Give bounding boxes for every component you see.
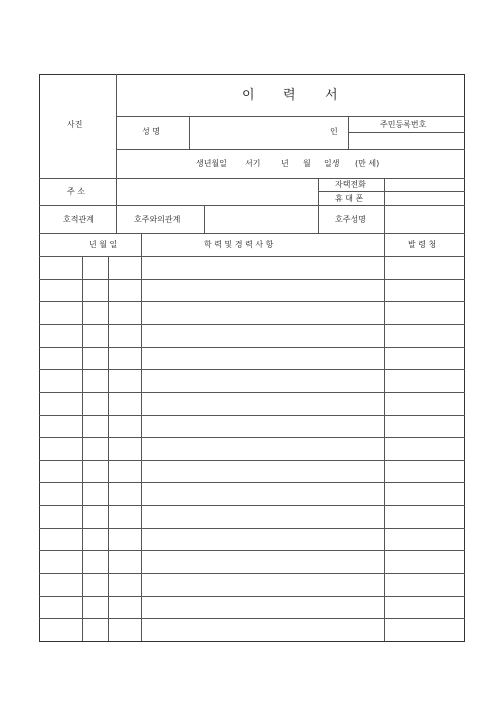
table-row (39, 573, 465, 574)
divider (318, 191, 465, 192)
seal-mark: 인 (330, 127, 338, 136)
divider (82, 256, 83, 641)
divider (348, 116, 349, 149)
divider (116, 74, 117, 233)
table-row (39, 369, 465, 370)
divider (384, 178, 385, 205)
history-content-header: 학 력 및 경 력 사 항 (204, 240, 274, 249)
divider (39, 256, 465, 257)
divider (39, 178, 465, 179)
divider (108, 256, 109, 641)
history-date-header: 년 월 일 (89, 240, 118, 249)
divider (39, 205, 465, 206)
table-row (39, 550, 465, 551)
divider (204, 205, 205, 233)
table-row (39, 347, 465, 348)
address-label: 주 소 (67, 187, 85, 196)
divider (116, 149, 465, 150)
birth-calendar: 서기 (245, 159, 261, 168)
table-row (39, 528, 465, 529)
table-row (39, 279, 465, 280)
head-relation-label: 호주와의관계 (134, 215, 181, 224)
birth-label: 생년월일 (196, 159, 227, 168)
table-row (39, 505, 465, 506)
divider (318, 178, 319, 233)
birth-month: 월 (303, 159, 311, 168)
birth-age: (만 세) (355, 159, 380, 168)
table-row (39, 460, 465, 461)
home-phone-label: 자택전화 (335, 180, 366, 189)
resident-no-label: 주민등록번호 (380, 120, 427, 129)
table-row (39, 324, 465, 325)
table-row (39, 596, 465, 597)
table-row (39, 301, 465, 302)
title-char: 서 (325, 88, 340, 103)
divider (348, 132, 465, 133)
table-row (39, 415, 465, 416)
table-row (39, 482, 465, 483)
birth-day: 일생 (324, 159, 340, 168)
family-relation-label: 호적관계 (63, 215, 94, 224)
head-name-label: 호주성명 (335, 215, 366, 224)
photo-label: 사진 (67, 120, 83, 129)
name-label: 성 명 (142, 127, 160, 136)
table-row (39, 618, 465, 619)
table-row (39, 437, 465, 438)
title-char: 력 (283, 88, 298, 103)
mobile-label: 휴 대 폰 (335, 194, 364, 203)
history-issuer-header: 발 령 청 (408, 240, 437, 249)
title-char: 이 (242, 88, 257, 103)
divider (384, 205, 385, 233)
table-row (39, 392, 465, 393)
divider (39, 233, 465, 234)
name-field[interactable] (190, 117, 310, 148)
birth-year: 년 (281, 159, 289, 168)
